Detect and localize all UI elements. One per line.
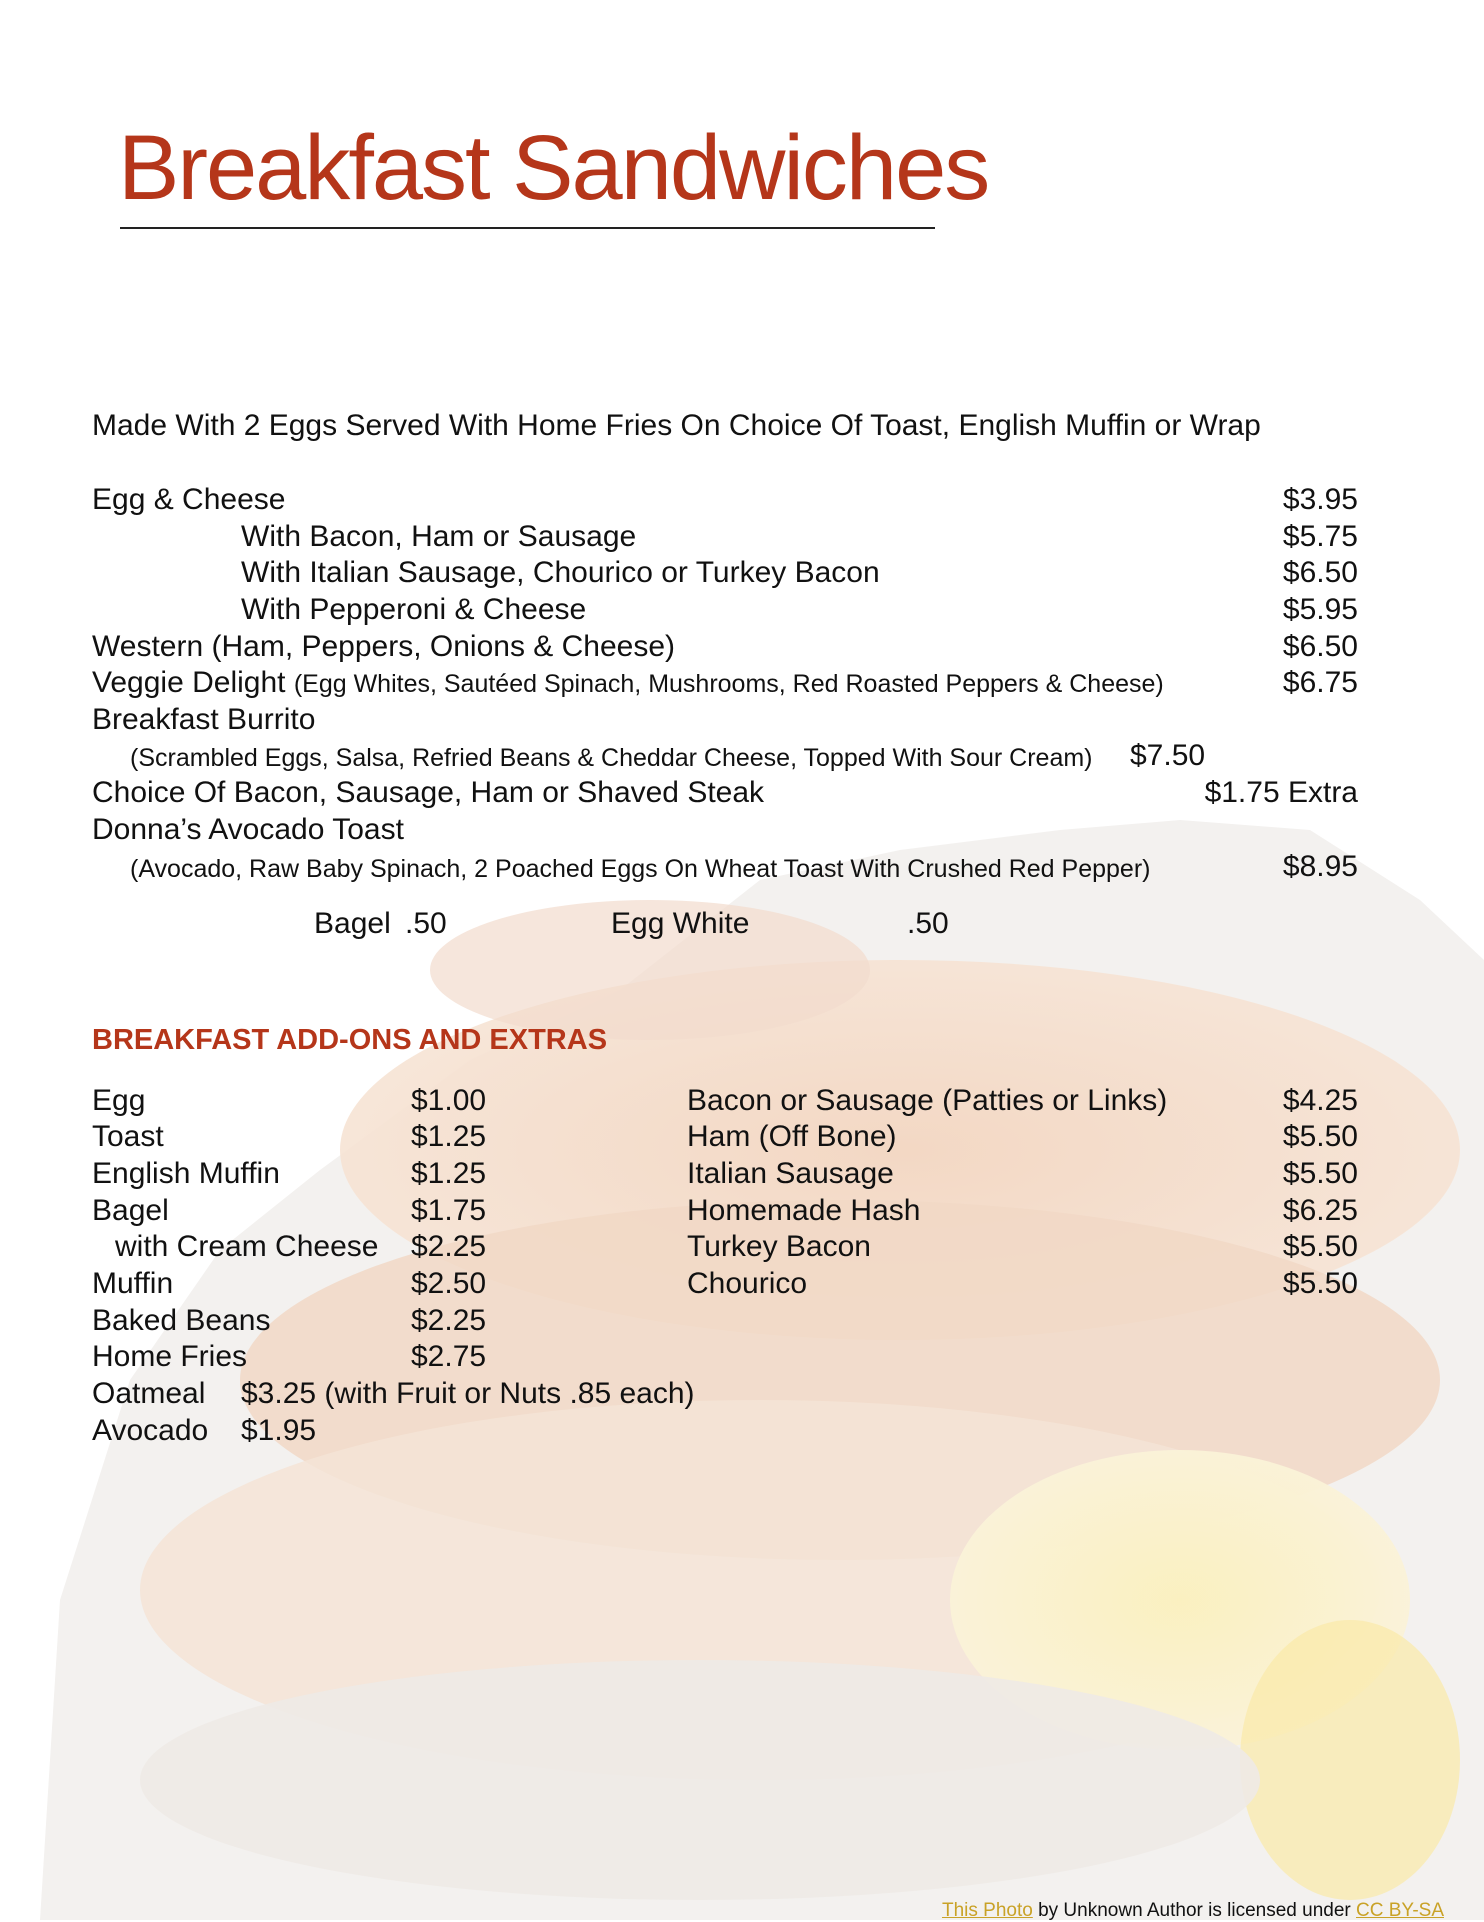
photo-link[interactable]: This Photo xyxy=(941,1900,1033,1921)
menu-item-name: Choice Of Bacon, Sausage, Ham or Shaved Steak xyxy=(92,776,765,809)
menu-item-description: (Egg Whites, Sautéed Spinach, Mushrooms, Red Roasted Peppers & Cheese) xyxy=(293,670,1164,698)
upcharge-name: Bagel xyxy=(314,907,391,940)
addon-name: English Muffin xyxy=(92,1157,280,1190)
menu-item-name: Veggie Delight xyxy=(92,666,286,699)
addon-name: Bagel xyxy=(92,1194,169,1227)
page-title: Breakfast Sandwiches xyxy=(118,117,989,219)
addon-name: Muffin xyxy=(92,1267,174,1300)
addon-name: with Cream Cheese xyxy=(115,1230,379,1263)
addon-name: Bacon or Sausage (Patties or Links) xyxy=(687,1084,1168,1117)
addon-price: $5.50 xyxy=(1282,1230,1358,1263)
addon-price: $1.75 xyxy=(411,1194,487,1227)
license-link[interactable]: CC BY-SA xyxy=(1356,1900,1444,1921)
addons-heading: BREAKFAST ADD-ONS AND EXTRAS xyxy=(92,1024,608,1056)
addon-price: $2.75 xyxy=(411,1340,487,1373)
addon-name: Avocado xyxy=(92,1414,209,1447)
menu-item-description: (Scrambled Eggs, Salsa, Refried Beans & Cheddar Cheese, Topped With Sour Cream) xyxy=(130,744,1093,772)
addon-name: Italian Sausage xyxy=(687,1157,894,1190)
addon-price: $1.95 xyxy=(241,1414,317,1447)
intro-text: Made With 2 Eggs Served With Home Fries On Choice Of Toast, English Muffin or Wrap xyxy=(92,409,1261,442)
credit-text: by Unknown Author is licensed under xyxy=(1032,1900,1356,1921)
title-underline xyxy=(120,227,935,229)
menu-item-price: $1.75 Extra xyxy=(1204,776,1358,809)
addon-name: Oatmeal xyxy=(92,1377,206,1410)
menu-item-price: $8.95 xyxy=(1282,850,1358,883)
menu-item-price: $6.50 xyxy=(1282,556,1358,589)
addon-price: $5.50 xyxy=(1282,1120,1358,1153)
addon-name: Egg xyxy=(92,1084,146,1117)
upcharge-price: .50 xyxy=(907,907,949,940)
menu-item-row xyxy=(92,665,1164,702)
addon-name: Homemade Hash xyxy=(687,1194,921,1227)
addon-name: Toast xyxy=(92,1120,164,1153)
menu-item-name: With Italian Sausage, Chourico or Turkey Bacon xyxy=(241,556,880,589)
addon-price: $1.00 xyxy=(411,1084,487,1117)
addon-name: Home Fries xyxy=(92,1340,248,1373)
menu-item-name: With Bacon, Ham or Sausage xyxy=(241,520,637,553)
menu-item-price: $6.75 xyxy=(1282,666,1358,699)
photo-credit xyxy=(942,1900,1444,1922)
addon-price: $6.25 xyxy=(1282,1194,1358,1227)
addon-price: $2.50 xyxy=(411,1267,487,1300)
menu-item-name: Donna’s Avocado Toast xyxy=(92,813,404,846)
addon-name: Ham (Off Bone) xyxy=(687,1120,897,1153)
upcharge-name: Egg White xyxy=(611,907,750,940)
addon-name: Baked Beans xyxy=(92,1304,271,1337)
upcharge-price: .50 xyxy=(405,907,447,940)
menu-item-name: Breakfast Burrito xyxy=(92,703,316,736)
menu-item-price: $7.50 xyxy=(1130,739,1206,772)
addon-name: Turkey Bacon xyxy=(687,1230,871,1263)
menu-item-price: $5.95 xyxy=(1282,593,1358,626)
addon-price: $5.50 xyxy=(1282,1267,1358,1300)
menu-item-name: With Pepperoni & Cheese xyxy=(241,593,587,626)
addon-price: $2.25 xyxy=(411,1230,487,1263)
menu-item-price: $6.50 xyxy=(1282,630,1358,663)
menu-item-name: Egg & Cheese xyxy=(92,483,286,516)
addon-price: $3.25 (with Fruit or Nuts .85 each) xyxy=(241,1377,695,1410)
menu-item-name: Western (Ham, Peppers, Onions & Cheese) xyxy=(92,630,676,663)
addon-name: Chourico xyxy=(687,1267,808,1300)
menu-item-price: $5.75 xyxy=(1282,520,1358,553)
menu-item-description: (Avocado, Raw Baby Spinach, 2 Poached Eggs On Wheat Toast With Crushed Red Pepper) xyxy=(130,855,1151,883)
addon-price: $1.25 xyxy=(411,1120,487,1153)
addon-price: $1.25 xyxy=(411,1157,487,1190)
addon-price: $4.25 xyxy=(1282,1084,1358,1117)
menu-item-price: $3.95 xyxy=(1282,483,1358,516)
addon-price: $5.50 xyxy=(1282,1157,1358,1190)
addon-price: $2.25 xyxy=(411,1304,487,1337)
